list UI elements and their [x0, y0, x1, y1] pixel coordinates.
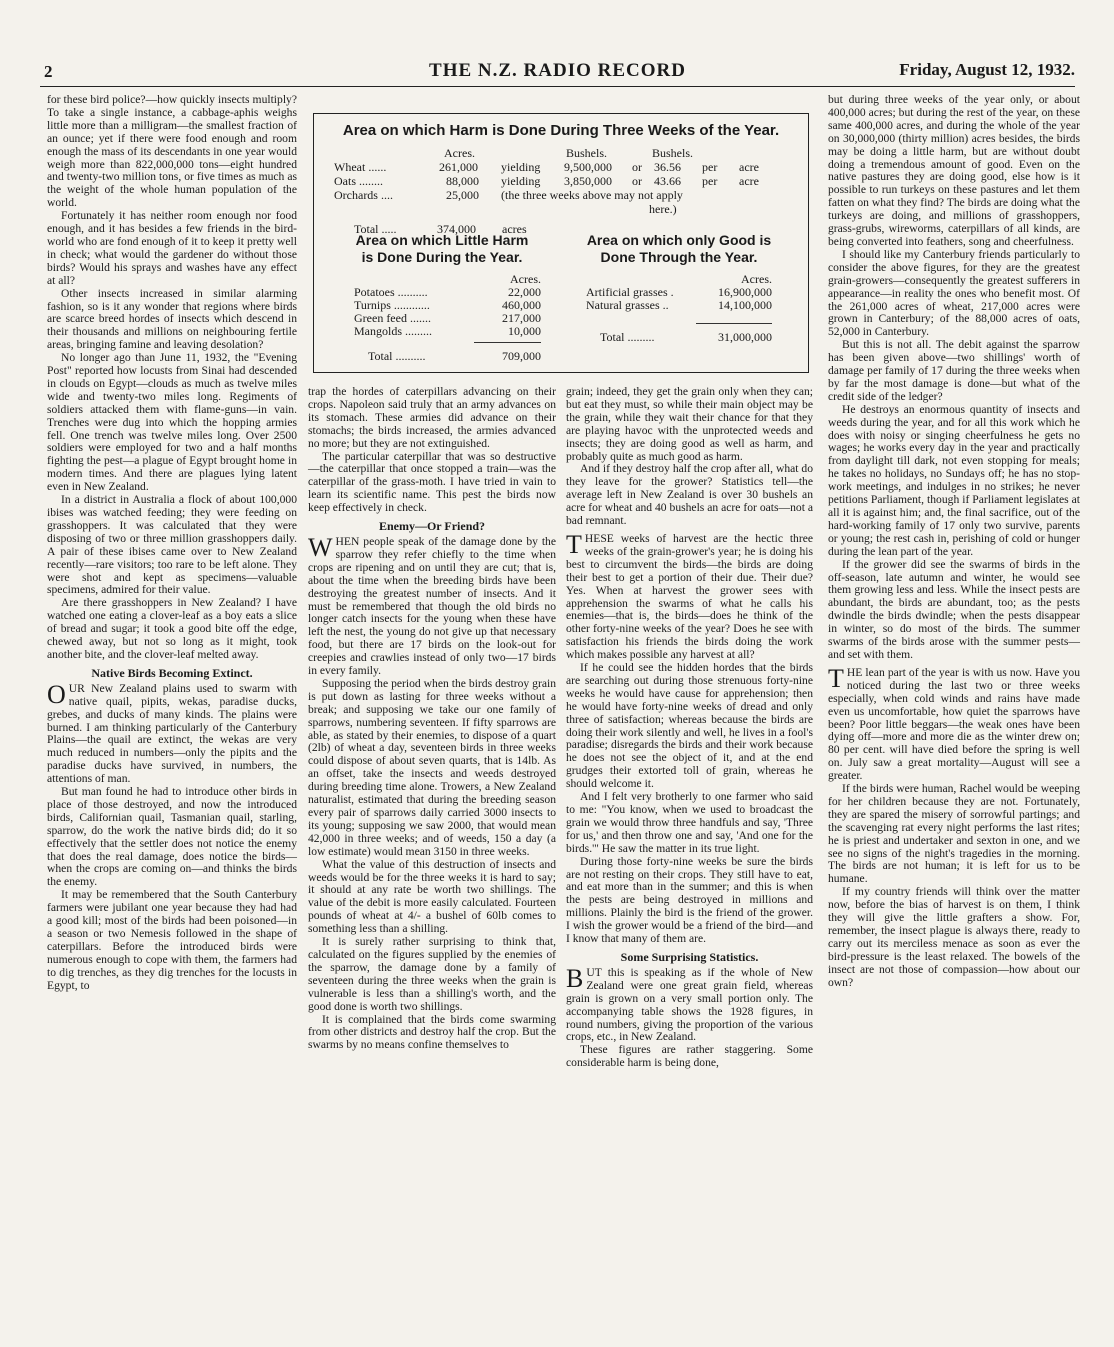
table-row: Orchards .... 25,000 (the three weeks above may not apply [334, 188, 683, 202]
drop-cap: T [828, 663, 844, 693]
paragraph: Fortunately it has neither room enough nor food enough, and it has besides a few friends in the bird-world who are fond enough of it to keep it pretty well in check; what would the gardener do without those birds? Would his sprays and washes have any effect at all? [47, 209, 297, 287]
paragraph: BUT this is speaking as if the whole of New Zealand were one great grain field, whereas grain is grown on a very small portion only. The accompanying table shows the 1928 figures, in round numbers, giving the proportion of the various crops, etc., in New Zealand. [566, 963, 813, 1044]
table-row: Oats ........ 88,000 yielding 3,850,000 or 43.66 per acre [334, 174, 759, 188]
issue-date: Friday, August 12, 1932. [899, 60, 1075, 79]
paragraph: but during three weeks of the year only, or about 400,000 acres; but during the rest of the year, on these same 400,000 acres, and during the whole of the year on 30,000,000 (thirty million) acres besides, the birds may be doing a little harm, but are without doubt doing a tremendous amount of good. Even on the native pastures they are doing good, else how is it possible to run turkeys on these pastures and let them fatten on what they find? The birds are doing what the turkeys are doing, and millions of grasshoppers, grass-grubs, wireworms, caterpillars of all kinds, are being converted into feathers, song and cheerfulness. [828, 93, 1080, 248]
publication-title: THE N.Z. RADIO RECORD [429, 60, 686, 81]
drop-cap: O [47, 679, 66, 709]
table-row: Mangolds ......... 10,000 [354, 324, 541, 338]
paragraph: No longer ago than June 11, 1932, the "Evening Post" reported how locusts from Sinai had descended in clouds on Egypt—clouds as much as twelve miles wide and twenty-two miles long. Regiments of soldiers attacked them with flame-guns—in vain. Trenches were dug into which the hopping armies fell. One trench was twelve miles long. Over 2500 soldiers were employed for two and a half months fighting the pest—a plague of Egypt brought home in modern times. And there are plagues lying latent even in New Zealand. [47, 351, 297, 494]
table-total-row: Total ......... 31,000,000 [600, 330, 772, 344]
table-title: Area on which Harm is Done During Three Weeks of the Year. [342, 122, 780, 139]
paragraph: It is surely rather surprising to think that, calculated on the figures supplied by the enemies of the sparrow, the damage done by a family of seventeen during the three weeks when the grain is vulnerable is less than a shilling's worth, and the good done is worth two shillings. [308, 935, 556, 1013]
little-harm-table: Acres. Potatoes .......... 22,000 Turnips ............ 460,000 Green feed ....... 217,000 Mangolds ......... 10,000 Total .......... 709,000 [354, 272, 541, 363]
paragraph: During those forty-nine weeks be sure the birds are not resting on their crops. They still have to eat, and eat more than in the summer; and this is when the pests are being destroyed in millions and millions. Plainly the bird is the friend of the grower. I wish the grower would be a friend of the bird—and I know that many of them are. [566, 854, 813, 946]
table-total-row: Total .......... 709,000 [368, 349, 541, 363]
paragraph: for these bird police?—how quickly insects multiply? To take a single instance, a cabbage-aphis weighs little more than a milligram—the smallest fraction of an ounce; yet if there were food enough and room enough the mass of its descendants in one year would weigh more than 822,000,000 tons—eight hundred and twenty-two million tons, or five times as much as the weight of the whole human population of the world. [47, 93, 297, 210]
table-row: Green feed ....... 217,000 [354, 311, 541, 325]
table-header-row: Acres. Bushels. Bushels. [444, 146, 694, 160]
paragraph: And I felt very brotherly to one farmer who said to me: "You know, when we used to broadcast the grain we would throw three handfuls and say, 'Three for us,' and then throw one and say, 'And one for the birds.'" He saw the matter in its true light. [566, 790, 813, 855]
paragraph: Are there grasshoppers in New Zealand? I have watched one eating a clover-leaf as a boy eats a slice of bread and sugar; it took a good bite off the edge, chewed away, but not so long as it might, took another bite, and the clover-leaf melted away. [47, 596, 297, 661]
little-harm-title: Area on which Little Harm is Done During the Year. [355, 232, 529, 265]
paragraph: It is complained that the birds come swarming from other districts and destroy half the crop. But the swarms by no means confine themselves to [308, 1012, 556, 1052]
drop-cap: W [308, 532, 333, 562]
paragraph: THE lean part of the year is with us now. Have you noticed during the last two or three weeks especially, when cold winds and rains have made even us uncomfortable, how quiet the sparrows have been? Poor little beggars—the weak ones have been dying off—more and more die as the winter drew on; 80 per cent. will have died before the spring is well on. July saw a great mortality—August will see a greater. [828, 663, 1080, 783]
paragraph: OUR New Zealand plains used to swarm with native quail, pipits, wekas, paradise ducks, grebes, and ducks of many kinds. The plains were burned. I am thinking particularly of the Canterbury Plains—the quail are extinct, the wekas are very much reduced in numbers—only the pipits and the paradise ducks have survived, in numbers, the attentions of man. [47, 679, 297, 786]
paragraph: Other insects increased in similar alarming fashion, so is it any wonder that regions where birds are scarce breed hordes of insects which descend in their thousands and millions on neighbouring fertile areas, bringing famine and leaving desolation? [47, 286, 297, 352]
paragraph: It may be remembered that the South Canterbury farmers were jubilant one year because they had had a good kill; most of the birds had been poisoned—in a season or two Nemesis followed in the shape of caterpillars. Before the introduced birds were numerous enough to cope with them, the farmers had to dig trenches, as they dig trenches for the locusts in Egypt, to [47, 888, 297, 992]
paragraph: THESE weeks of harvest are the hectic three weeks of the grain-grower's year; he is doing his best to circumvent the birds—the birds are doing their best to get a portion of their due. Their due? Yes. When at harvest the grower sees with apprehension the swarms of what he calls his enemies—that is, the birds—does he think of the other forty-nine weeks of the year? Does he see with satisfaction his friends the birds doing the work which makes possible any harvest at all? [566, 529, 813, 662]
table-row: Natural grasses .. 14,100,000 [586, 298, 772, 312]
paragraph: But this is not all. The debit against the sparrow has been given above—two shillings' worth of damage per family of 17 during the three weeks when by far the most damage is done—but what of the credit side of the ledger? [828, 338, 1080, 403]
paragraph: These figures are rather staggering. Some considerable harm is being done, [566, 1043, 813, 1070]
harm-rows [334, 146, 804, 236]
table-row: Artificial grasses . 16,900,000 [586, 285, 772, 299]
column-2 [308, 386, 556, 1052]
paragraph: The particular caterpillar that was so destructive—the caterpillar that once stopped a train—was the caterpillar of the grass-moth. I have tried in vain to learn its scientific name. This pest the birds now keep effectively in check. [308, 449, 556, 515]
paragraph: grain; indeed, they get the grain only when they can; but eat they must, so while their main object may be the grain, while they wait their chance for that they are playing havoc with the unprotected weeds and insects; they are doing good as well as harm, and probably quite as much good as harm. [566, 385, 813, 463]
statistics-table [313, 113, 809, 373]
only-good-title: Area on which only Good is Done Through the Year. [586, 232, 772, 265]
paragraph: If the grower did see the swarms of birds in the off-season, late autumn and winter, he would see them growing less and less. While the insect pests are abundant, the birds are abundant, too; as the pests dwindle the birds dwindle; when the pests disappear in winter, so do most of the birds. The summer swarms of the birds arose with the summer pests—and set with them. [828, 557, 1080, 661]
table-row: Turnips ............ 460,000 [354, 298, 541, 312]
only-good-table: Acres. Artificial grasses . 16,900,000 Natural grasses .. 14,100,000 Total ......... 31,000,000 [586, 272, 772, 344]
paragraph: If the birds were human, Rachel would be weeping for her children because they are not. Fortunately, they are spared the misery of sorrowful partings; and the scavenging rat every night performs the last rites; he is priest and undertaker and sexton in one, and we see no signs of the night's tragedies in the morning. The birds are not human; it is left for us to be humane. [828, 782, 1080, 886]
table-row: Wheat ...... 261,000 yielding 9,500,000 or 36.56 per acre [334, 160, 759, 174]
table-row: Potatoes .......... 22,000 [354, 285, 541, 299]
paragraph: I should like my Canterbury friends particularly to consider the above figures, for they are the greatest grain-growers—consequently the greatest sufferers in appearance—in reality the ones who benefit most. Of the 261,000 acres of wheat, 217,000 acres were grown in Canterbury; of the 88,000 acres of oats, 52,000 in Canterbury. [828, 247, 1080, 339]
paragraph: And if they destroy half the crop after all, what do they leave for the grower? Statistics tell—the average left in New Zealand is over 30 bushels an acre for wheat and 40 bushels an acre for oats—not a bad remnant. [566, 462, 813, 528]
column-3 [566, 386, 813, 1070]
paragraph: But man found he had to introduce other birds in place of those destroyed, and now the introduced birds, Californian quail, Tasmanian quail, starling, sparrow, do the work the native birds did; do it so effectively that the settler does not notice the enemy that does the real damage, does notice the birds—when the crops are coming on—and thinks the birds the enemy. [47, 785, 297, 889]
paragraph: Supposing the period when the birds destroy grain is put down as lasting for three weeks without a break; and supposing we take our one family of sparrows, numbering seventeen. If fifty sparrows are able, as stated by their enemies, to dispose of a quart (2lb) of wheat a day, seventeen birds in three weeks could dispose of about seven quarts, that is 14lb. As an offset, take the insects and weeds destroyed during breeding time alone. Trowers, a New Zealand naturalist, estimated that during the breeding season every pair of sparrows daily carried 3000 insects to its young; supposing we saw 2000, that would mean 42,000 in three weeks; and of weeds, 150 a day (a low estimate) would mean 3150 in three weeks. [308, 676, 556, 858]
paragraph: If he could see the hidden hordes that the birds are searching out during those strenuous forty-nine weeks he would have cause for apprehension; then he would have forty-nine weeks of dread and only three of satisfaction; whereas because the birds are doing their work silently and well, he lives in a fool's paradise; disregards the birds and their work because he does not see the object of it, and at the end grudges their extorted toll of grain, whereas he should welcome it. [566, 661, 813, 791]
table-row-note: here.) [649, 202, 677, 216]
drop-cap: B [566, 963, 584, 993]
section-heading: Some Surprising Statistics. [620, 949, 759, 964]
section-heading: Native Birds Becoming Extinct. [91, 665, 253, 680]
page-number: 2 [44, 62, 53, 81]
section-heading: Enemy—Or Friend? [378, 519, 486, 534]
paragraph: What the value of this destruction of insects and weeds would be for the three weeks it is hard to say; it should at any rate be worth two shillings. The value of the debit is more easily calculated. Fourteen pounds of wheat at 4/- a bushel of 60lb comes to something less than a shilling. [308, 857, 556, 936]
paragraph: If my country friends will think over the matter now, before the bias of harvest is on them, I think they will give the little grafters a show. For, remember, the insect plague is always there, ready to carry out its merciless menace as soon as ever the bird-pressure is the least relaxed. The bowels of the insect are not those of compassion—how about our own? [828, 885, 1080, 989]
column-1 [47, 94, 297, 993]
table-total-row: Total ..... 374,000 acres [354, 222, 527, 236]
paragraph: WHEN people speak of the damage done by the sparrow they refer chiefly to the time when crops are ripening and on until they are cut; that is, about the time when the breeding birds have been destroying the greatest number of insects. And it must be remembered that though the old birds no longer catch insects for the young when these have left the nest, the young do not give up that necessary food, but there are 17 birds on the look-out for creepies and crawlies instead of only two—17 birds in every family. [308, 532, 556, 678]
paragraph: trap the hordes of caterpillars advancing on their crops. Napoleon said truly that an army advances on its stomach. These armies did advance on their stomachs; the birds increased, the armies advanced no more; but they are not extinguished. [308, 385, 556, 450]
column-4 [828, 94, 1080, 990]
paragraph: He destroys an enormous quantity of insects and weeds during the year, and for all this work which he does with noisy or singing cheerfulness he gets no wages; he works every day in the year and practically from daylight till dark, not even stopping for meals; he takes no holidays, no Sundays off; he has no stop-work meetings, and indulges in no strikes; he never petitions Parliament, though if Parliament legislates at all it is against him; and, the final sacrifice, out of the hard-working family of 17 only two survive, parents or young; the rest cash in, perishing of cold or hunger during the lean part of the year. [828, 402, 1080, 558]
paragraph: In a district in Australia a flock of about 100,000 ibises was watched feeding; they were feeding on grasshoppers. It was calculated that they were disposing of two or three million grasshoppers daily. A pair of these ibises came over to New Zealand recently—rare visitors; too rare to be left alone. They were shot and kept as specimens—valuable specimens, admired for their value. [47, 493, 297, 597]
drop-cap: T [566, 529, 582, 559]
masthead [40, 56, 1075, 87]
